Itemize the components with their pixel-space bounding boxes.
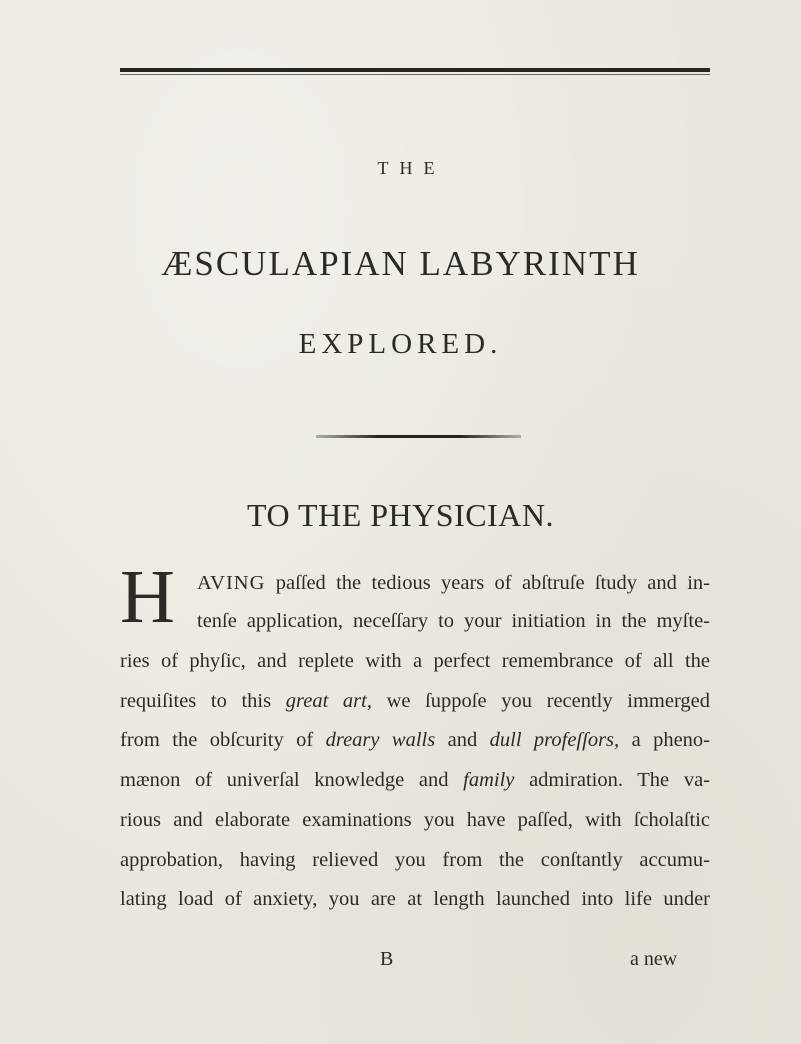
italic-phrase: family <box>463 769 515 791</box>
italic-phrase: dull profeſſors, <box>489 729 620 751</box>
drop-cap-letter: H <box>120 555 175 639</box>
line-text: mænon of univerſal knowledge and <box>120 769 464 791</box>
body-line-6 <box>120 767 710 793</box>
italic-phrase: dreary walls <box>325 729 436 751</box>
line-text: admiration. The va- <box>514 769 710 791</box>
line-text: paſſed the tedious years of abſtruſe ſtudy and in- <box>265 572 710 594</box>
italic-phrase: great art, <box>285 690 372 712</box>
title-article: THE <box>377 158 446 178</box>
top-ornamental-rule <box>120 68 710 72</box>
catchword: a new <box>630 948 678 970</box>
sub-title: EXPLORED. <box>298 328 503 360</box>
body-line-5 <box>120 727 710 753</box>
body-line-3: ries of phyſic, and replete with a perfect remembrance of all the <box>120 650 710 672</box>
body-line-8: approbation, having relieved you from the conſtantly accumu- <box>120 849 710 871</box>
line-text: a pheno- <box>619 729 710 751</box>
line-text: and <box>435 729 490 751</box>
signature-mark: B <box>380 948 394 970</box>
first-word-caps: AVING <box>197 572 266 594</box>
body-line-1 <box>197 570 710 596</box>
body-line-7: rious and elaborate examinations you have paſſed, with ſcholaſtic <box>120 809 710 831</box>
section-divider-rule <box>316 435 521 438</box>
line-text: we ſuppoſe you recently immerged <box>371 690 711 712</box>
body-line-4 <box>120 688 710 714</box>
body-line-2: tenſe application, neceſſary to your initiation in the myſte- <box>197 610 710 632</box>
section-heading: TO THE PHYSICIAN. <box>247 497 554 533</box>
line-text: requiſites to this <box>120 690 286 712</box>
body-line-9: lating load of anxiety, you are at length launched into life under <box>120 888 710 910</box>
main-title: ÆSCULAPIAN LABYRINTH <box>161 244 640 283</box>
line-text: from the obſcurity of <box>120 729 326 751</box>
